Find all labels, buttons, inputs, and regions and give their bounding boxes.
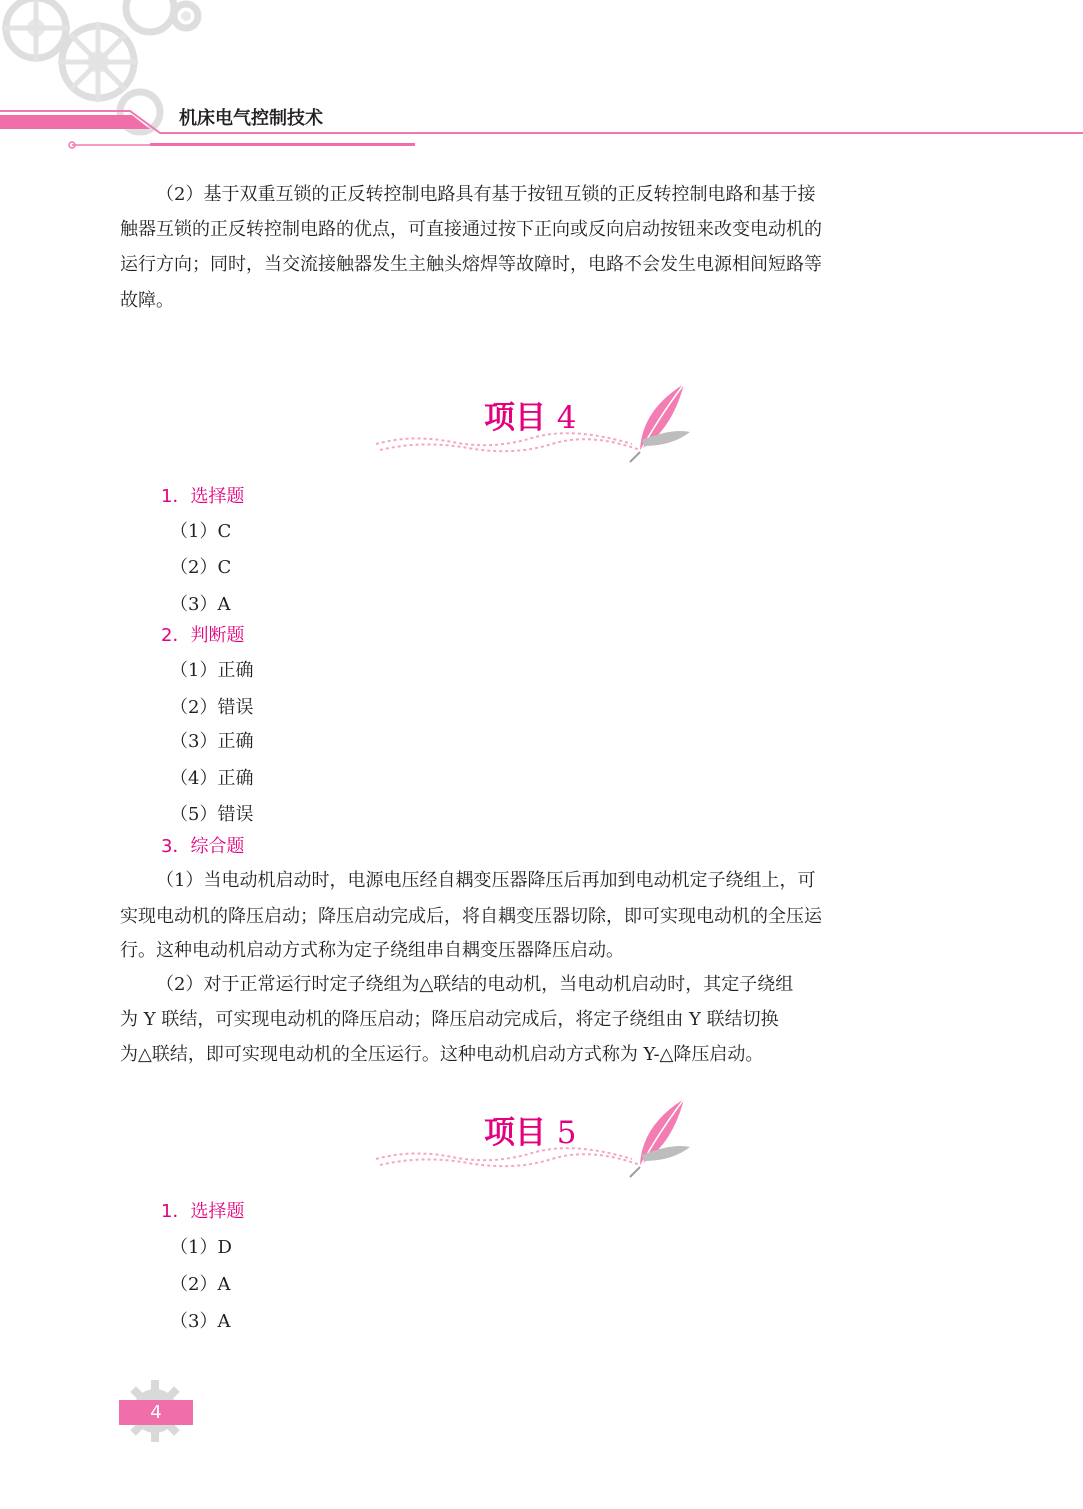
answer-item: （4）正确 [170, 768, 254, 789]
intro-line-4: 故障。 [120, 290, 174, 311]
intro-line-3: 运行方向；同时，当交流接触器发生主触头熔焊等故障时，电路不会发生电源相间短路等 [120, 254, 822, 275]
project-5-title-label: 项目 [484, 1115, 546, 1151]
book-title: 机床电气控制技术 [179, 108, 323, 129]
page-number: 4 [119, 1400, 193, 1425]
project-5-title-number: 5 [556, 1115, 577, 1151]
comprehensive-p2-line-2: 为 Y 联结，可实现电动机的降压启动；降压启动完成后，将定子绕组由 Y 联结切换 [120, 1009, 779, 1030]
section-heading-judge: 2．判断题 [161, 625, 245, 646]
answer-item: （3）A [170, 594, 231, 615]
answer-item: （2）C [170, 557, 232, 578]
comprehensive-p1-line-2: 实现电动机的降压启动；降压启动完成后，将自耦变压器切除，即可实现电动机的全压运 [120, 906, 822, 927]
answer-item: （3）正确 [170, 731, 254, 752]
answer-item: （5）错误 [170, 804, 254, 825]
comprehensive-p2-line-1: （2）对于正常运行时定子绕组为△联结的电动机，当电动机启动时，其定子绕组 [156, 974, 794, 995]
intro-line-2: 触器互锁的正反转控制电路的优点，可直接通过按下正向或反向启动按钮来改变电动机的 [120, 219, 822, 240]
answer-item: （2）错误 [170, 697, 254, 718]
answer-item: （1）D [170, 1237, 232, 1258]
project-4-title-number: 4 [556, 400, 577, 436]
quill-feather-icon [372, 1095, 702, 1185]
answer-item: （3）A [170, 1311, 231, 1332]
comprehensive-p1-line-1: （1）当电动机启动时，电源电压经自耦变压器降压后再加到电动机定子绕组上，可 [156, 870, 816, 891]
answer-item: （2）A [170, 1274, 231, 1295]
comprehensive-p2-line-3: 为△联结，即可实现电动机的全压运行。这种电动机启动方式称为 Y-△降压启动。 [120, 1044, 764, 1065]
section-heading-choice: 1．选择题 [161, 1201, 245, 1222]
answer-item: （1）C [170, 521, 232, 542]
answer-item: （1）正确 [170, 660, 254, 681]
comprehensive-p1-line-3: 行。这种电动机启动方式称为定子绕组串自耦变压器降压启动。 [120, 940, 624, 961]
header-rule-decoration [0, 105, 1083, 155]
project-4-title-label: 项目 [484, 400, 546, 436]
intro-line-1: （2）基于双重互锁的正反转控制电路具有基于按钮互锁的正反转控制电路和基于接 [156, 184, 816, 205]
quill-feather-icon [372, 380, 702, 470]
section-heading-choice: 1．选择题 [161, 486, 245, 507]
section-heading-comprehensive: 3．综合题 [161, 836, 245, 857]
